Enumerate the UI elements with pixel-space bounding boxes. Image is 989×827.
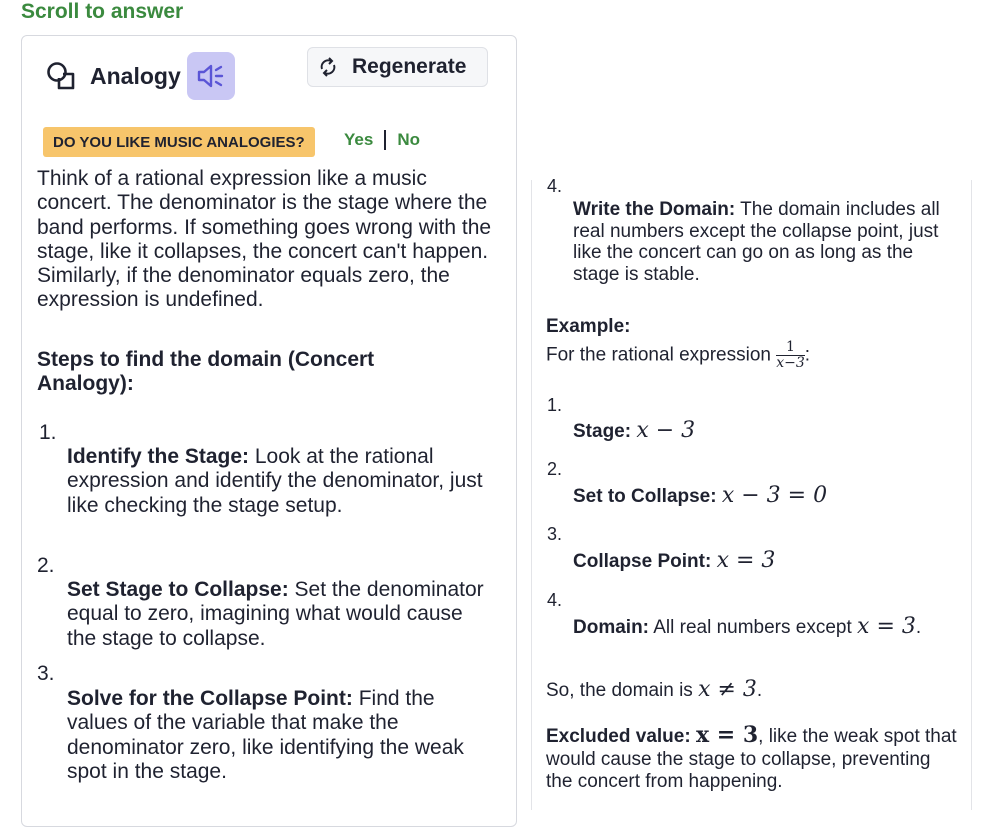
steps-heading: Steps to find the domain (Concert Analogy):: [37, 348, 375, 396]
example-item: [573, 550, 963, 573]
step-title: Identify the Stage:: [67, 445, 250, 468]
step-text: Find the values of the variable that make the denominator zero, like identifying the weak spot in the stage.: [67, 687, 464, 783]
step-number: 2.: [37, 554, 55, 577]
yes-link[interactable]: Yes: [344, 130, 374, 149]
step-item: [67, 578, 497, 651]
excluded-label: Excluded value:: [546, 726, 691, 747]
no-link[interactable]: No: [397, 130, 420, 149]
scroll-hint: Scroll to answer: [21, 0, 184, 23]
regenerate-button[interactable]: [307, 47, 488, 87]
math-expression: x − 3 = 0: [721, 483, 828, 508]
example-text: All real numbers except: [649, 617, 858, 638]
refresh-icon: [318, 56, 338, 78]
intro-paragraph: Think of a rational expression like a music concert. The denominator is the stage where the band performs. If something goes wrong with the stage, like it collapses, the concert can't happen. Similarly, if the denominator equals zero, the expression is undefined.: [37, 167, 492, 312]
excluded-text: , like the weak spot that would cause the stage to collapse, preventing the concert from happening.: [546, 726, 957, 792]
example-item: [573, 616, 968, 639]
domain-conclusion: [546, 679, 966, 703]
step-item: [67, 445, 497, 518]
math-expression: x = 3: [716, 548, 776, 573]
fraction: [776, 340, 805, 371]
example-number: 4.: [547, 590, 563, 610]
step-text: Look at the rational expression and identify the denominator, just like checking the stage setup.: [67, 445, 483, 517]
math-expression: x = 3: [857, 614, 916, 639]
step-title: Solve for the Collapse Point:: [67, 687, 353, 710]
math-expression: x = 3: [695, 722, 759, 748]
example-heading: Example:: [546, 316, 631, 337]
music-question-badge: DO YOU LIKE MUSIC ANALOGIES?: [43, 127, 315, 157]
example-number: 1.: [547, 395, 563, 415]
speaker-icon: [196, 62, 226, 90]
example-item: [573, 420, 963, 443]
example-intro-end: :: [804, 344, 811, 366]
example-end: .: [915, 617, 922, 638]
example-label: Domain:: [573, 617, 649, 638]
step-item: [573, 199, 958, 285]
regenerate-label: Regenerate: [352, 55, 467, 78]
example-item: [573, 485, 963, 508]
divider: [384, 130, 386, 150]
step-item: [67, 687, 497, 784]
conclusion-text: So, the domain is: [546, 680, 699, 701]
step-text: Set the denominator equal to zero, imagining what would cause the stage to collapse.: [67, 578, 484, 650]
example-label: Collapse Point:: [573, 551, 712, 572]
fraction-numerator: 1: [776, 340, 805, 356]
column-divider: [531, 180, 532, 810]
music-answer-options: [344, 130, 420, 150]
analogy-title: Analogy: [90, 62, 181, 89]
speaker-button[interactable]: [187, 52, 235, 100]
example-intro-text: For the rational expression: [546, 344, 777, 366]
step-number: 3.: [37, 662, 55, 685]
step-number: 1.: [39, 421, 57, 444]
example-label: Stage:: [573, 421, 632, 442]
column-divider: [971, 180, 972, 810]
analogy-icon: [46, 61, 76, 91]
step-title: Set Stage to Collapse:: [67, 578, 289, 601]
math-expression: x − 3: [636, 418, 696, 443]
step-text: The domain includes all real numbers except the collapse point, just like the concert can go on as long as the stage is stable.: [573, 199, 940, 285]
excluded-value: [546, 724, 961, 794]
math-expression: x ≠ 3: [698, 677, 757, 702]
example-number: 2.: [547, 459, 563, 479]
fraction-denominator: x−3: [776, 355, 805, 371]
example-number: 3.: [547, 524, 563, 544]
conclusion-end: .: [756, 680, 763, 701]
step-title: Write the Domain:: [573, 199, 736, 220]
analogy-header: [46, 56, 235, 96]
example-intro: [546, 340, 966, 371]
example-label: Set to Collapse:: [573, 486, 717, 507]
step-number: 4.: [547, 176, 563, 196]
